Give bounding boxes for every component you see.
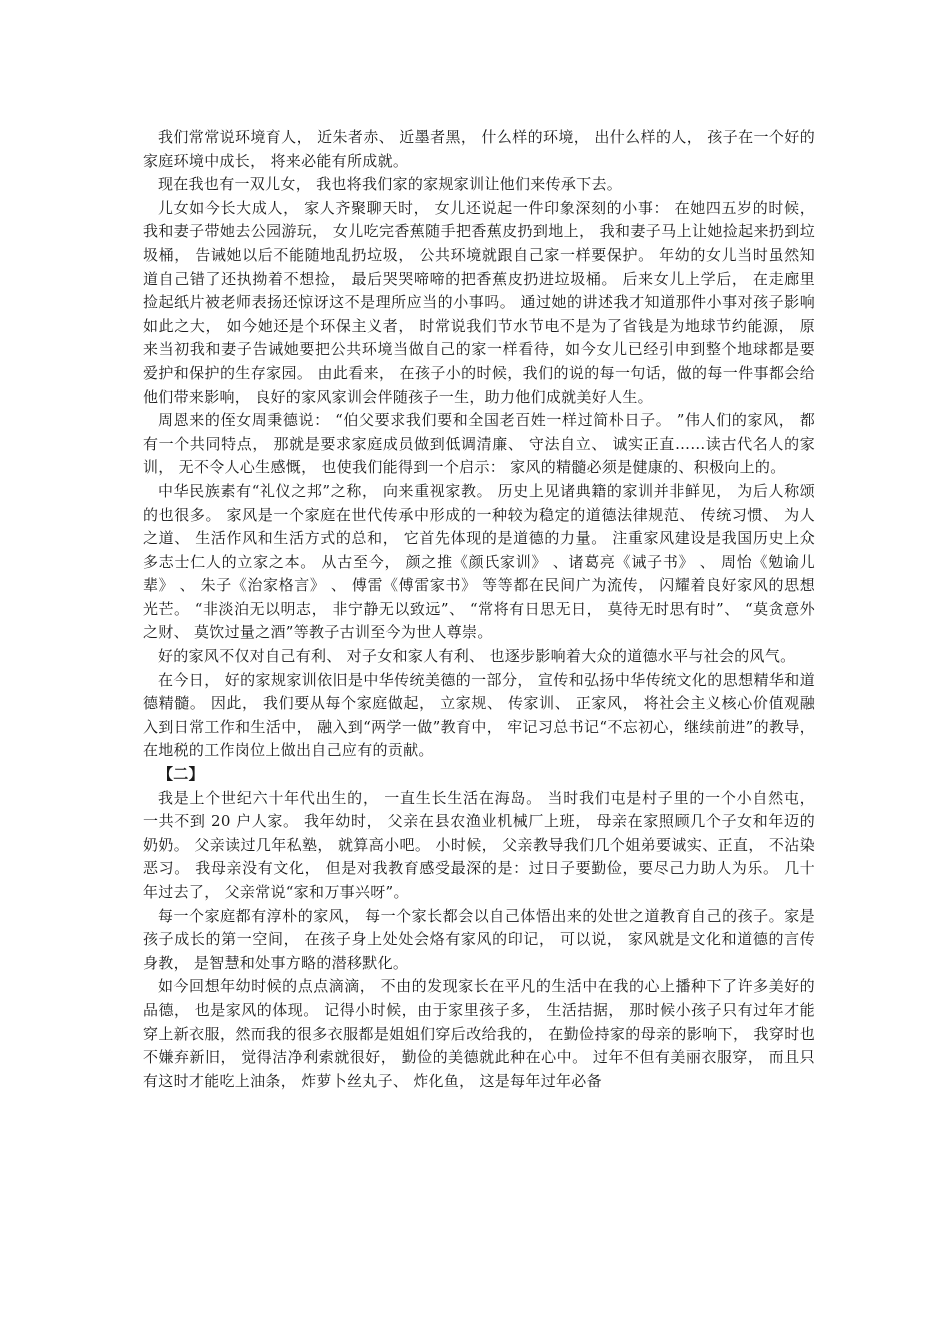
paragraph: 儿女如今长大成人， 家人齐聚聊天时， 女儿还说起一件印象深刻的小事： 在她四五岁的时候， 我和妻子带她去公园游玩， 女儿吃完香蕉随手把香蕉皮扔到地上， 我和妻子马上让她捡起来扔到垃圾桶， 告诫她以后不能随地乱扔垃圾， 公共环境就跟自己家一样要保护。 年幼的女儿当时虽然知道自己错了还执拗着不想捡， 最后哭哭啼啼的把香蕉皮扔进垃圾桶。 后来女儿上学后， 在走廊里捡起纸片被老师表扬还惊讶这不是理所应当的小事吗。 通过她的讲述我才知道那件小事对孩子影响如此之大， 如今她还是个环保主义者， 时常说我们节水节电不是为了省钱是为地球节约能源， 原来当初我和妻子告诫她要把公共环境当做自己的家一样看待，如今女儿已经引申到整个地球都是要爱护和保护的生存家园。 由此看来， 在孩子小的时候，我们的说的每一句话，做的每一件事都会给他们带来影响， 良好的家风家训会伴随孩子一生，助力他们成就美好人生。: [143, 198, 815, 406]
paragraph: 现在我也有一双儿女， 我也将我们家的家规家训让他们来传承下去。: [158, 175, 623, 194]
paragraph: 周恩来的侄女周秉德说： “伯父要求我们要和全国老百姓一样过简朴日子。 ”伟人们的家风， 都有一个共同特点， 那就是要求家庭成员做到低调清廉、 守法自立、 诚实正直……读古代名人的家训， 无不令人心生感慨， 也使我们能得到一个启示： 家风的精髓必须是健康的、积极向上的。: [143, 411, 815, 477]
paragraph: 在今日， 好的家规家训依旧是中华传统美德的一部分， 宣传和弘扬中华传统文化的思想精华和道德精髓。 因此， 我们要从每个家庭做起， 立家规、 传家训、 正家风， 将社会主义核心价值观融入到日常工作和生活中， 融入到“两学一做”教育中， 牢记习总书记“不忘初心，继续前进”的教导， 在地税的工作岗位上做出自己应有的贡献。: [143, 670, 815, 760]
paragraph: 每一个家庭都有淳朴的家风， 每一个家长都会以自己体悟出来的处世之道教育自己的孩子。家是孩子成长的第一空间， 在孩子身上处处会烙有家风的印记， 可以说， 家风就是文化和道德的言传身教， 是智慧和处事方略的潜移默化。: [143, 906, 815, 972]
document-body: [143, 126, 815, 1093]
paragraph: 如今回想年幼时候的点点滴滴， 不由的发现家长在平凡的生活中在我的心上播种下了许多美好的品德， 也是家风的体现。 记得小时候，由于家里孩子多， 生活拮据， 那时候小孩子只有过年才能穿上新衣服，然而我的很多衣服都是姐姐们穿后改给我的， 在勤俭持家的母亲的影响下， 我穿时也不嫌弃新旧， 觉得洁净利索就很好， 勤俭的美德就此种在心中。 过年不但有美丽衣服穿， 而且只有这时才能吃上油条， 炸萝卜丝丸子、 炸化鱼， 这是每年过年必备: [143, 977, 815, 1090]
paragraph: 好的家风不仅对自己有利、 对子女和家人有利、 也逐步影响着大众的道德水平与社会的风气。: [158, 647, 796, 666]
paragraph: 中华民族素有“礼仪之邦”之称， 向来重视家教。 历史上见诸典籍的家训并非鲜见， 为后人称颂的也很多。 家风是一个家庭在世代传承中形成的一种较为稳定的道德法律规范、 传统习惯、 为人之道、 生活作风和生活方式的总和， 它首先体现的是道德的力量。 注重家风建设是我国历史上众多志士仁人的立家之本。 从古至今， 颜之推《颜氏家训》 、诸葛亮《诫子书》 、 周怡《勉谕儿辈》 、 朱子《治家格言》 、 傅雷《傅雷家书》 等等都在民间广为流传， 闪耀着良好家风的思想光芒。 “非淡泊无以明志， 非宁静无以致远”、 “常将有日思无日， 莫待无时思有时”、 “莫贪意外之财、 莫饮过量之酒”等教子古训至今为世人尊崇。: [143, 481, 815, 642]
section-heading: 【二】: [158, 765, 204, 784]
paragraph: 我们常常说环境育人， 近朱者赤、 近墨者黑， 什么样的环境， 出什么样的人， 孩子在一个好的家庭环境中成长， 将来必能有所成就。: [143, 128, 815, 170]
paragraph: 我是上个世纪六十年代出生的， 一直生长生活在海岛。 当时我们屯是村子里的一个小自然屯， 一共不到 20 户人家。 我年幼时， 父亲在县农渔业机械厂上班， 母亲在家照顾几个子女和年迈的奶奶。 父亲读过几年私塾， 就算高小吧。 小时候， 父亲教导我们几个姐弟要诚实、正直， 不沾染恶习。 我母亲没有文化， 但是对我教育感受最深的是：过日子要勤俭，要尽己力助人为乐。 几十年过去了， 父亲常说“家和万事兴呀”。: [143, 788, 815, 901]
